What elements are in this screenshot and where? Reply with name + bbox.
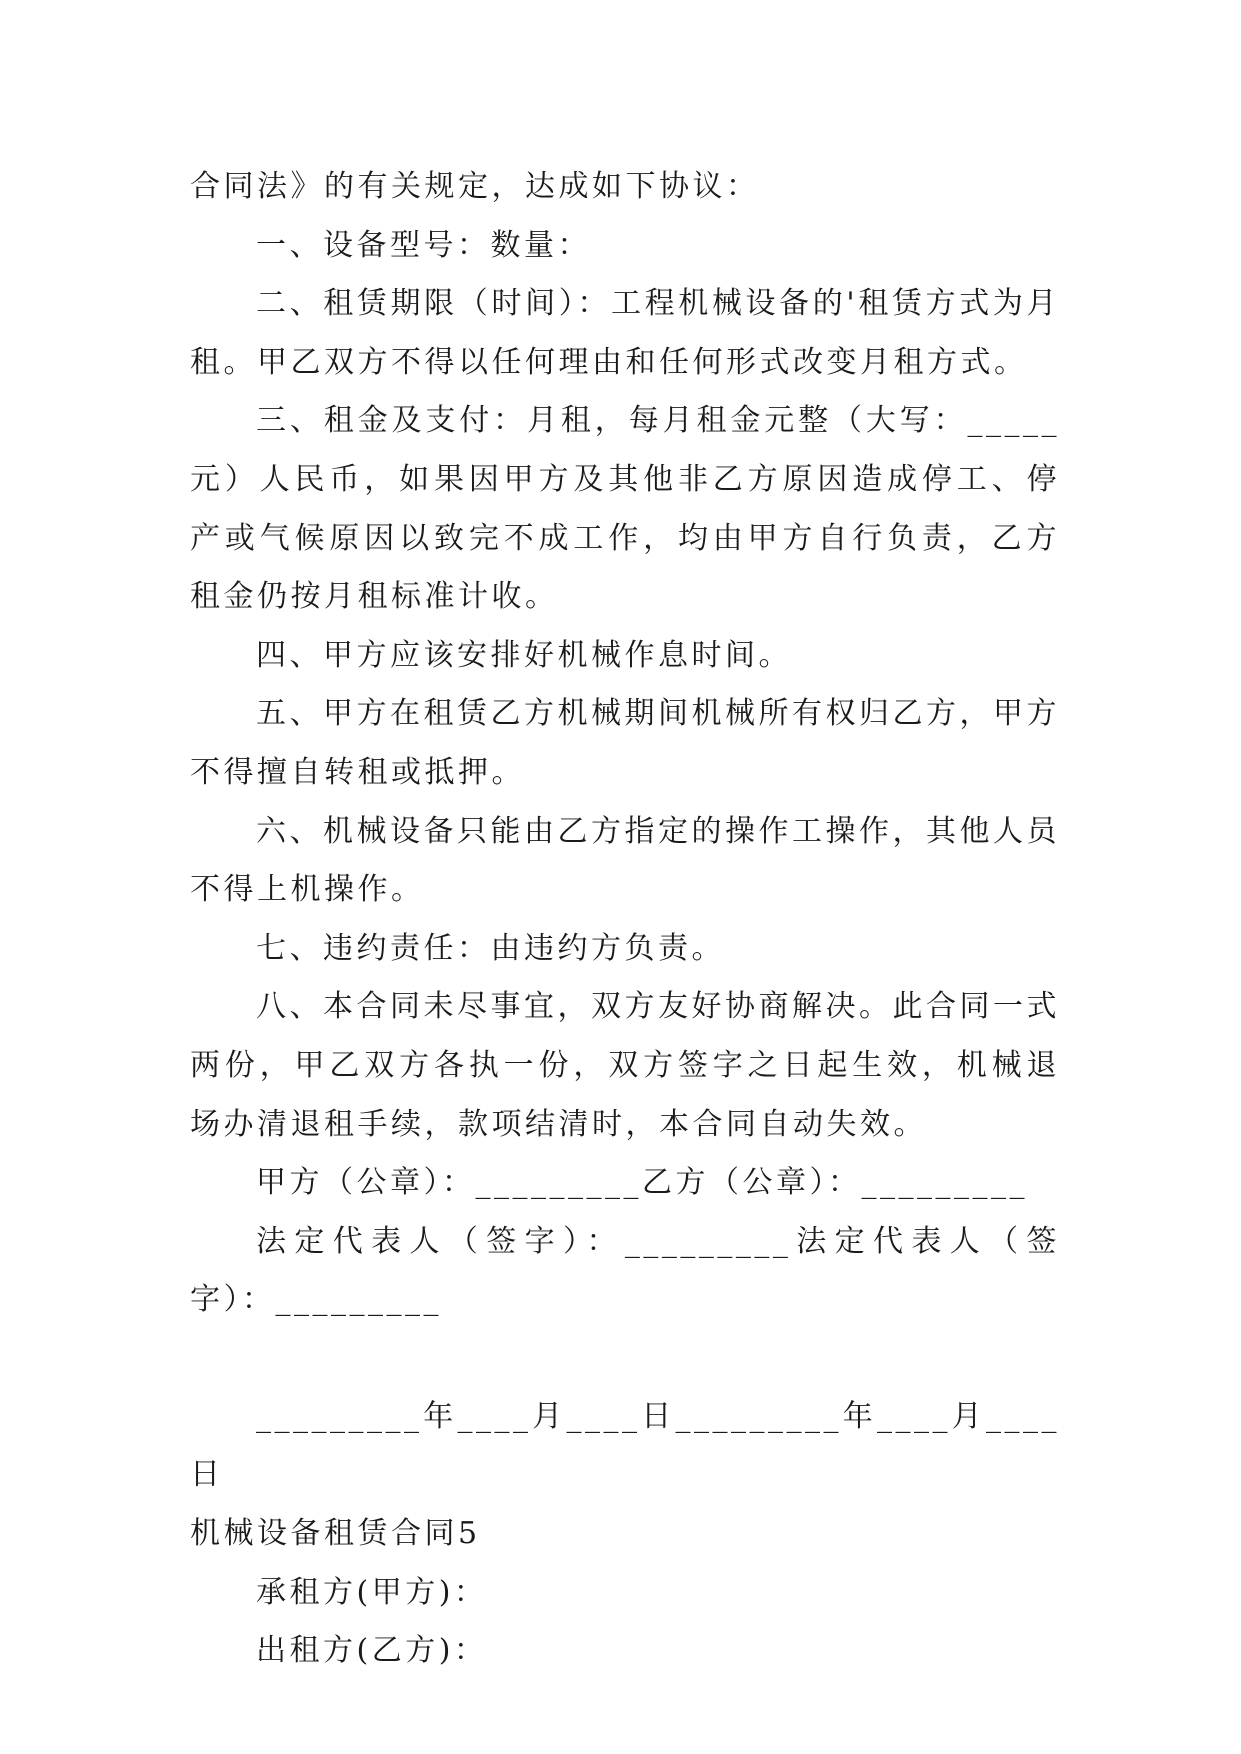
- paragraph-intro: 合同法》的有关规定，达成如下协议：: [190, 169, 760, 204]
- clause-2-lease-term: 二、租赁期限（时间）：工程机械设备的'租赁方式为月租。甲乙双方不得以任何理由和任何形式改变月租方式。: [190, 286, 1060, 380]
- lessor-line: 出租方(乙方)：: [256, 1633, 488, 1669]
- clause-4-schedule: 四、甲方应该安排好机械作息时间。: [256, 637, 792, 673]
- lessee-line: 承租方(甲方)：: [256, 1574, 488, 1610]
- seal-line: 甲方（公章）：_________乙方（公章）：_________: [256, 1165, 1028, 1201]
- clause-5-ownership: 五、甲方在租赁乙方机械期间机械所有权归乙方，甲方不得擅自转租或抵押。: [190, 696, 1060, 790]
- clause-6-operator: 六、机械设备只能由乙方指定的操作工操作，其他人员不得上机操作。: [190, 813, 1060, 908]
- clause-7-liability: 七、违约责任：由违约方负责。: [256, 930, 725, 966]
- section-title: 机械设备租赁合同5: [190, 1516, 481, 1552]
- clause-3-rent-payment: 三、租金及支付：月租，每月租金元整（大写：_____元）人民币，如果因甲方及其他非乙方原因造成停工、停产或气候原因以致完不成工作，均由甲方自行负责，乙方租金仍按月租标准计收。: [190, 403, 1060, 615]
- document-body: [190, 158, 1060, 1681]
- clause-8-miscellaneous: 八、本合同未尽事宜，双方友好协商解决。此合同一式两份，甲乙双方各执一份，双方签字之日起生效，机械退场办清退租手续，款项结清时，本合同自动失效。: [190, 989, 1060, 1142]
- clause-1-equipment: 一、设备型号：数量：: [256, 227, 591, 263]
- signature-line: 法定代表人（签字）：_________法定代表人（签字）：_________: [190, 1223, 1060, 1318]
- date-line: _________年____月____日_________年____月____日: [190, 1398, 1060, 1493]
